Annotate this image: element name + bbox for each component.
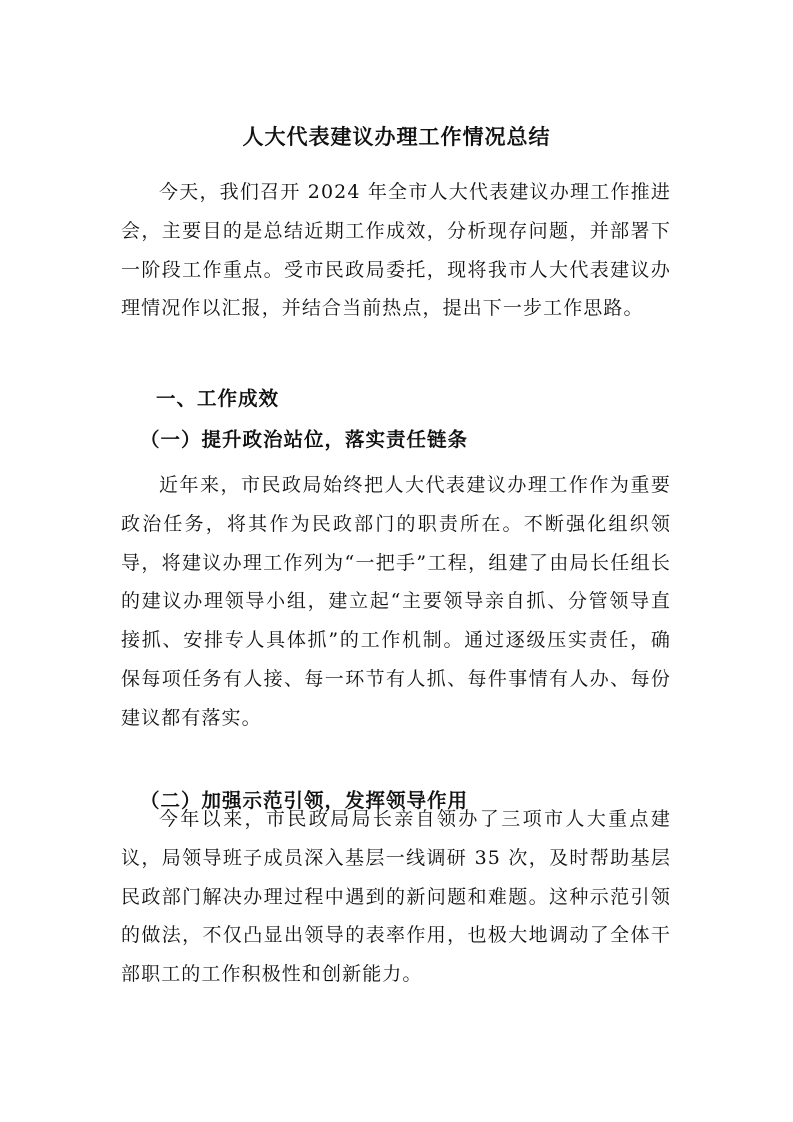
- subsection-heading-political-stance: （一）提升政治站位，落实责任链条: [140, 428, 469, 451]
- subsection-paragraph-leadership: 今年以来，市民政局局长亲自领办了三项市人大重点建议，局领导班子成员深入基层一线调研 35 次，及时帮助基层民政部门解决办理过程中遇到的新问题和难题。这种示范引领的做法，不仅凸显出领导的表率作用，也极大地调动了全体干部职工的工作积极性和创新能力。: [121, 808, 671, 986]
- document-title: 人大代表建议办理工作情况总结: [242, 124, 551, 149]
- intro-paragraph: 今天，我们召开 2024 年全市人大代表建议办理工作推进会，主要目的是总结近期工作成效，分析现存问题，并部署下一阶段工作重点。受市民政局委托，现将我市人大代表建议办理情况作以汇报，并结合当前热点，提出下一步工作思路。: [121, 181, 671, 320]
- subsection-heading-leadership: （二）加强示范引领，发挥领导作用: [140, 789, 469, 812]
- section-heading-work-results: 一、工作成效: [156, 387, 280, 410]
- subsection-paragraph-political-stance: 近年来，市民政局始终把人大代表建议办理工作作为重要政治任务，将其作为民政部门的职责所在。不断强化组织领导，将建议办理工作列为“一把手”工程，组建了由局长任组长的建议办理领导小组，建立起“主要领导亲自抓、分管领导直接抓、安排专人具体抓”的工作机制。通过逐级压实责任，确保每项任务有人接、每一环节有人抓、每件事情有人办、每份建议都有落实。: [121, 474, 671, 729]
